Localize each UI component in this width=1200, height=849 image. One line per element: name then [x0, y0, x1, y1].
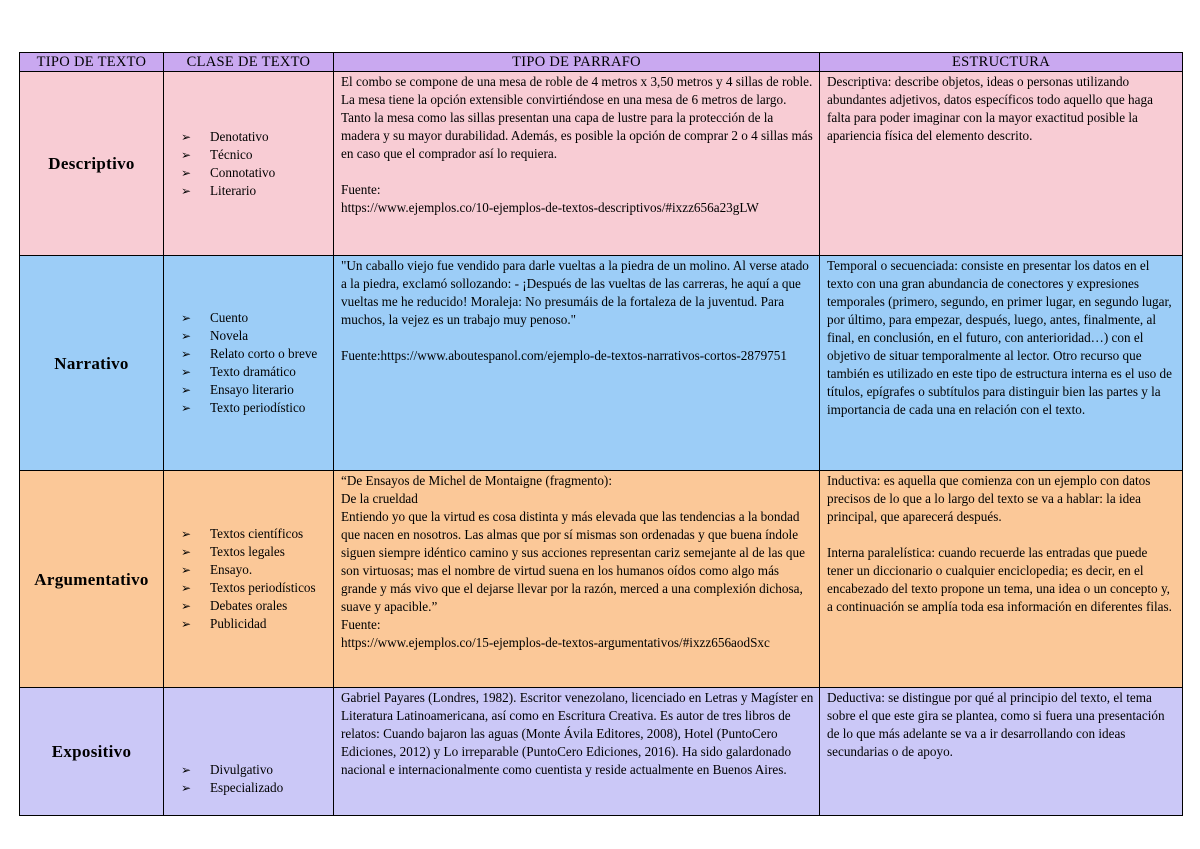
arrow-bullet-icon: ➢ — [181, 581, 192, 595]
list-item: ➢ Divulgativo — [181, 762, 274, 777]
arrow-bullet-icon: ➢ — [181, 563, 192, 577]
list-item: ➢ Técnico — [181, 146, 253, 162]
table-row-descriptivo — [20, 72, 1183, 256]
table-row-expositivo — [20, 688, 1183, 816]
text-class-list — [178, 761, 329, 797]
arrow-bullet-icon: ➢ — [181, 329, 192, 343]
arrow-bullet-icon: ➢ — [181, 183, 192, 198]
text-class-list — [178, 525, 329, 633]
arrow-bullet-icon: ➢ — [181, 599, 192, 613]
structure-text: Descriptiva: describe objetos, ideas o personas utilizando abundantes adjetivos, datos específicos todo aquello que haga falta para poder imaginar con la mayor exactitud posible la apariencia física del elemento descrito. — [827, 74, 1153, 143]
list-item: ➢ Textos periodísticos — [181, 580, 316, 595]
text-class-cell — [164, 256, 334, 471]
list-item: ➢ Textos legales — [181, 544, 285, 559]
paragraph-text: Entiendo yo que la virtud es cosa distinta y más elevada que las tendencias a la bondad que nacen en nosotros. Las almas que por sí mismas son ordenadas y que buena índole siguen siempre idéntico camino y sus acciones representan cariz semejante al de las que son virtuosas; mas el nombre de virtud suena en los humanos oídos como algo más grande y más vivo que el dejarse llevar por la razón, merced a una complexión dichosa, suave y apacible.” — [341, 509, 805, 614]
structure-text: Temporal o secuenciada: consiste en presentar los datos en el texto con una gran abundancia de conectores y expresiones temporales (primero, segundo, en primer lugar, en segundo lugar, por último, para empezar, después, luego, antes, finalmente, al final, en conclusión, en el futuro, con anterioridad…) con el objetivo de situar temporalmente al lector. Otro recurso que también es utilizado en este tipo de estructura interna es el uso de títulos, epígrafes o subtítulos para distinguir bien las partes y la importancia de cada una en relación con el texto. — [827, 258, 1172, 417]
arrow-bullet-icon: ➢ — [181, 165, 192, 180]
paragraph-text: El combo se compone de una mesa de roble de 4 metros x 3,50 metros y 4 sillas de roble. La mesa tiene la opción extensible convirtiéndose en una mesa de 6 metros de largo. Tanto la mesa como las sillas presentan una capa de lustre para la protección de la madera y su mayor durabilidad. Además, es posible la opción de comprar 2 o 4 sillas más en caso que el comprador así lo requiera. — [341, 74, 813, 161]
list-item: ➢ Cuento — [181, 310, 249, 325]
header-clase-de-texto: CLASE DE TEXTO — [164, 53, 334, 72]
list-item: ➢ Debates orales — [181, 598, 288, 613]
list-item: ➢ Denotativo — [181, 128, 269, 144]
list-item: ➢ Connotativo — [181, 164, 276, 180]
text-type-cell: Descriptivo — [20, 72, 164, 256]
arrow-bullet-icon: ➢ — [181, 781, 192, 795]
arrow-bullet-icon: ➢ — [181, 617, 192, 631]
arrow-bullet-icon: ➢ — [181, 129, 192, 144]
arrow-bullet-icon: ➢ — [181, 147, 192, 162]
arrow-bullet-icon: ➢ — [181, 365, 192, 379]
arrow-bullet-icon: ➢ — [181, 545, 192, 559]
structure-cell — [820, 256, 1183, 471]
arrow-bullet-icon: ➢ — [181, 763, 192, 777]
source-line: Fuente:https://www.aboutespanol.com/ejemplo-de-textos-narrativos-cortos-2879751 — [341, 348, 787, 363]
paragraph-cell — [334, 72, 820, 256]
arrow-bullet-icon: ➢ — [181, 527, 192, 541]
list-item: ➢ Publicidad — [181, 616, 267, 631]
table-row-narrativo — [20, 256, 1183, 471]
list-item: ➢ Literario — [181, 182, 257, 198]
text-class-list — [178, 309, 329, 417]
text-class-list — [178, 128, 329, 200]
list-item: ➢ Ensayo. — [181, 562, 253, 577]
list-item: ➢ Textos científicos — [181, 526, 304, 541]
text-type-cell: Argumentativo — [20, 471, 164, 688]
source-label: Fuente: — [341, 617, 381, 632]
structure-cell — [820, 688, 1183, 816]
source-url: https://www.ejemplos.co/15-ejemplos-de-textos-argumentativos/#ixzz656aodSxc — [341, 635, 770, 650]
source-url: https://www.ejemplos.co/10-ejemplos-de-textos-descriptivos/#ixzz656a23gLW — [341, 200, 759, 215]
structure-cell — [820, 72, 1183, 256]
arrow-bullet-icon: ➢ — [181, 311, 192, 325]
arrow-bullet-icon: ➢ — [181, 383, 192, 397]
header-tipo-de-texto: TIPO DE TEXTO — [20, 53, 164, 72]
paragraph-cell — [334, 256, 820, 471]
text-type-cell: Expositivo — [20, 688, 164, 816]
list-item: ➢ Texto periodístico — [181, 400, 306, 415]
structure-text: Deductiva: se distingue por qué al principio del texto, el tema sobre el que este gira se plantea, como si fuera una presentación de lo que más adelante se va a ir desarrollando con ideas secundarias o de apoyo. — [827, 690, 1165, 759]
header-estructura: ESTRUCTURA — [820, 53, 1183, 72]
text-types-table — [19, 52, 1182, 816]
paragraph-text: "Un caballo viejo fue vendido para darle vueltas a la piedra de un molino. Al verse atado a la piedra, exclamó sollozando: - ¡Después de las vueltas de las carreras, he aquí a que vueltas me he reducido! Moraleja: No presumáis de la fortaleza de la juventud. Para muchos, la vejez es un trabajo muy penoso." — [341, 258, 809, 327]
paragraph-subtitle: De la crueldad — [341, 491, 418, 506]
text-class-cell — [164, 471, 334, 688]
paragraph-text: Gabriel Payares (Londres, 1982). Escritor venezolano, licenciado en Letras y Magíster en Literatura Latinoamericana, así como en Escritura Creativa. Es autor de tres libros de relatos: Cuando bajaron las aguas (Monte Ávila Editores, 2008), Hotel (PuntoCero Ediciones, 2012) y Lo irreparable (PuntoCero Ediciones, 2016). Ha sido galardonado nacional e internacionalmente como cuentista y reside actualmente en Buenos Aires. — [341, 690, 814, 777]
arrow-bullet-icon: ➢ — [181, 347, 192, 361]
structure-text-paralelistica: Interna paralelística: cuando recuerde las entradas que puede tener un diccionario o cualquier enciclopedia; es decir, en el encabezado del texto propone un tema, una idea o un concepto y, a continuación se amplía toda esa información en diferentes filas. — [827, 545, 1172, 614]
text-class-cell — [164, 688, 334, 816]
list-item: ➢ Texto dramático — [181, 364, 296, 379]
text-type-cell: Narrativo — [20, 256, 164, 471]
arrow-bullet-icon: ➢ — [181, 401, 192, 415]
source-label: Fuente: — [341, 182, 381, 197]
list-item: ➢ Ensayo literario — [181, 382, 294, 397]
paragraph-cell — [334, 688, 820, 816]
table-row-argumentativo — [20, 471, 1183, 688]
structure-cell — [820, 471, 1183, 688]
list-item: ➢ Especializado — [181, 780, 284, 795]
list-item: ➢ Relato corto o breve — [181, 346, 318, 361]
structure-text-inductiva: Inductiva: es aquella que comienza con un ejemplo con datos precisos de lo que a lo largo del texto se va a hablar: la idea principal, que aparecerá después. — [827, 473, 1151, 524]
list-item: ➢ Novela — [181, 328, 249, 343]
header-row — [20, 53, 1183, 72]
text-class-cell — [164, 72, 334, 256]
header-tipo-de-parrafo: TIPO DE PARRAFO — [334, 53, 820, 72]
paragraph-title: “De Ensayos de Michel de Montaigne (fragmento): — [341, 473, 612, 488]
paragraph-cell — [334, 471, 820, 688]
